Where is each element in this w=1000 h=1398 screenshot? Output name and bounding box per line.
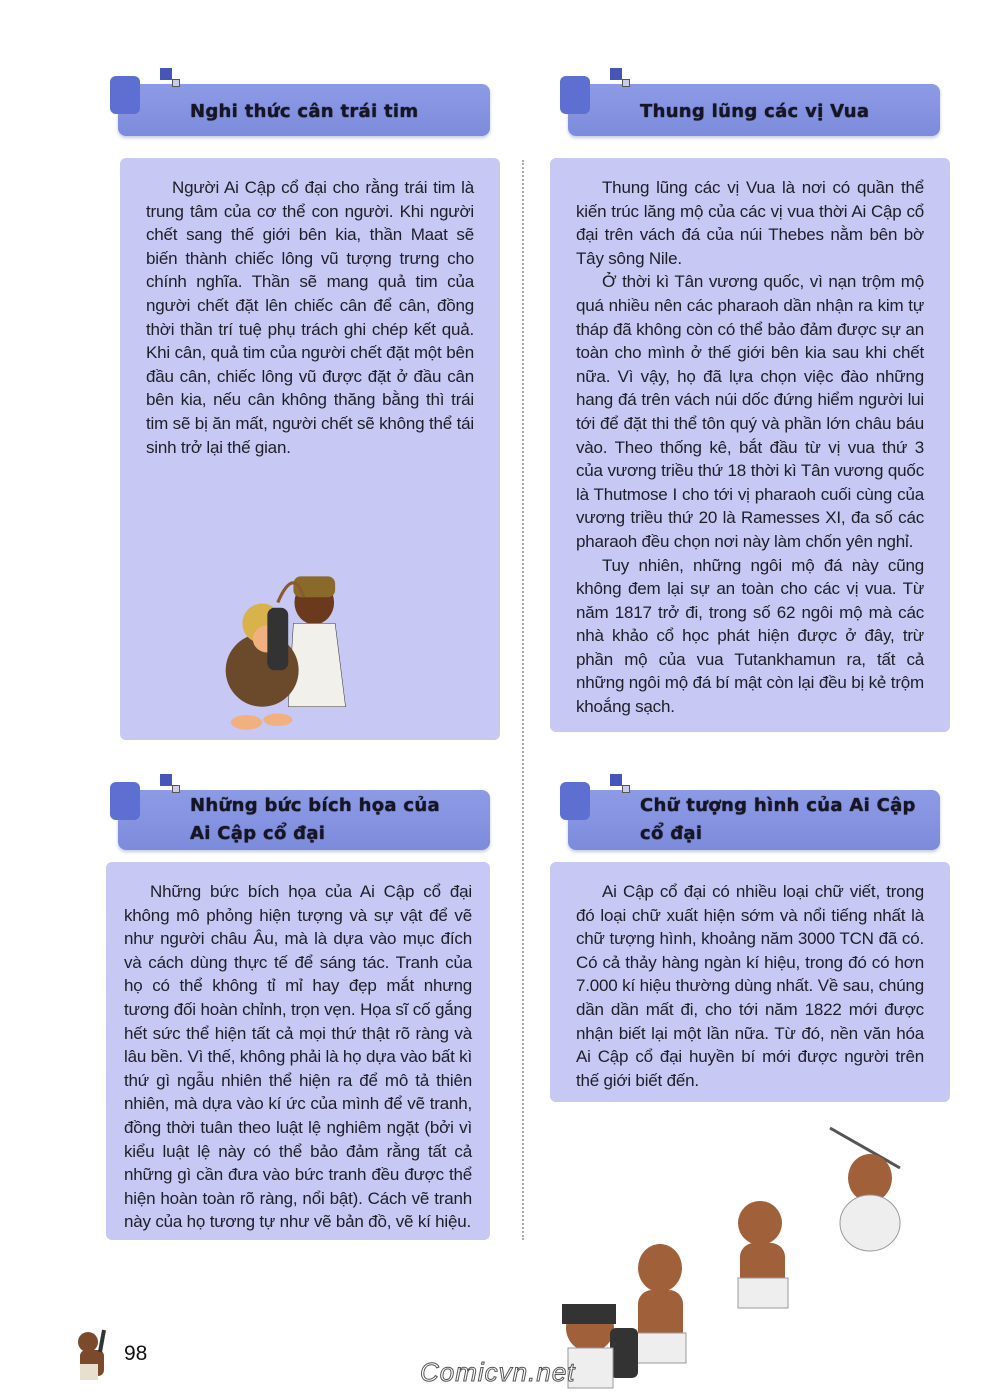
decor-square-icon [172, 79, 180, 87]
paragraph: Ở thời kì Tân vương quốc, vì nạn trộm mộ quá nhiều nên các pharaoh dần nhận ra kim tự tháp đã không còn có thể bảo đảm được sự an toàn cho mình ở thế giới bên kia sau khi chết nữa. Vì vậy, họ đã lựa chọn việc đào những hang đá trên vách núi dốc đứng hiểm người lui tới để đặt thi thể tôn quý và phần lớn châu báu vào. Theo thống kê, bắt đầu từ vị vua thứ 3 của vương triều thứ 18 thời kì Tân vương quốc là Thutmose I cho tới vị pharaoh cuối cùng của vương triều thứ 20 là Ramesses XI, đa số các pharaoh đều chọn nơi này làm chốn yên nghỉ. [576, 272, 924, 551]
section-body-valley-of-kings [550, 158, 950, 732]
decor-square-icon [172, 785, 180, 793]
section-body-murals [106, 862, 490, 1240]
section-header-valley-of-kings [568, 84, 940, 136]
page-number: 98 [124, 1342, 148, 1365]
paragraph: Những bức bích họa của Ai Cập cổ đại không mô phỏng hiện tượng và sự vật để vẽ như người châu Âu, mà là dựa vào mục đích và cách dùng thực tế để sáng tác. Tranh của họ có thể không tỉ mỉ hay đẹp mắt nhưng tương đối hoàn chỉnh, trọn vẹn. Họa sĩ cố gắng hết sức thể hiện tất cả mọi thứ thật rõ ràng và lâu bền. Vì thế, không phải là họ dựa vào bất kì thứ gì ngẫu nhiên thể hiện ra để mô tả thiên nhiên, mà dựa vào kí ức của mình để vẽ tranh, đồng thời tuân theo luật lệ nghiêm ngặt (bởi vì kiểu luật lệ này có thể bảo đảm rằng tất cả những gì cần đưa vào bức tranh đều được thể hiện hoàn toàn rõ ràng, nổi bật). Cách vẽ tranh này của họ tương tự như vẽ bản đồ, vẽ kí hiệu. [124, 882, 472, 1232]
section-title: Thung lũng các vị Vua [640, 101, 870, 122]
section-header-hieroglyphs [568, 790, 940, 850]
paragraph: Thung lũng các vị Vua là nơi có quần thể kiến trúc lăng mộ của các vị vua thời Ai Cập cổ đại trên vách đá của núi Thebes nằm bên bờ Tây sông Nile. [576, 178, 924, 268]
section-title [640, 792, 916, 848]
title-line-1: Những bức bích họa của [190, 795, 440, 816]
section-header-heart-weighing [118, 84, 490, 136]
title-line-2: Ai Cập cổ đại [190, 823, 326, 844]
decor-square-icon [560, 76, 590, 114]
title-line-2: cổ đại [640, 823, 703, 844]
section-title: Nghi thức cân trái tim [190, 101, 419, 122]
section-title [190, 792, 440, 848]
decor-square-icon [110, 76, 140, 114]
footer-character-icon [70, 1328, 120, 1382]
column-divider [522, 160, 524, 1240]
decor-square-icon [622, 785, 630, 793]
illustration-warrior-and-pharaoh [215, 566, 351, 738]
decor-square-icon [560, 782, 590, 820]
decor-square-icon [110, 782, 140, 820]
section-body-hieroglyphs [550, 862, 950, 1102]
decor-square-icon [622, 79, 630, 87]
paragraph: Ai Cập cổ đại có nhiều loại chữ viết, trong đó loại chữ xuất hiện sớm và nổi tiếng nhất là chữ tượng hình, khoảng năm 3000 TCN đã có. Có cả thảy hàng ngàn kí hiệu, trong đó có hơn 7.000 kí hiệu thường dùng nhất. Về sau, chúng dần dần mất đi, cho tới năm 1822 mới được nhận biết lại một lần nữa. Từ đó, nền văn hóa Ai Cập cổ đại huyền bí mới được người trên thế giới biết đến. [576, 882, 924, 1090]
illustration-marching-warriors [540, 1108, 960, 1398]
title-line-1: Chữ tượng hình của Ai Cập [640, 795, 916, 816]
section-header-murals [118, 790, 490, 850]
paragraph: Tuy nhiên, những ngôi mộ đá này cũng không đem lại sự an toàn cho các vị vua. Từ năm 1817 trở đi, trong số 62 ngôi mộ mà các nhà khảo cổ học phát hiện được ở đây, trừ phần mộ của vua Tutankhamun ra, tất cả những ngôi mộ đá bí mật còn lại đều bị kẻ trộm khoắng sạch. [576, 555, 924, 717]
paragraph: Người Ai Cập cổ đại cho rằng trái tim là trung tâm của cơ thể con người. Khi người chết sang thế giới bên kia, thần Maat sẽ biến thành chiếc lông vũ tượng trưng cho chính nghĩa. Thần sẽ mang quả tim của người chết đặt lên chiếc cân để cân, đồng thời thần trí tuệ phụ trách ghi chép kết quả. Khi cân, quả tim của người chết đặt một bên đầu cân, chiếc lông vũ được đặt ở đầu cân bên kia, nếu cân không thăng bằng thì trái tim sẽ bị ăn mất, người chết sẽ không thể tái sinh trở lại thế gian. [146, 178, 474, 457]
watermark: Comicvn.net [420, 1357, 576, 1387]
